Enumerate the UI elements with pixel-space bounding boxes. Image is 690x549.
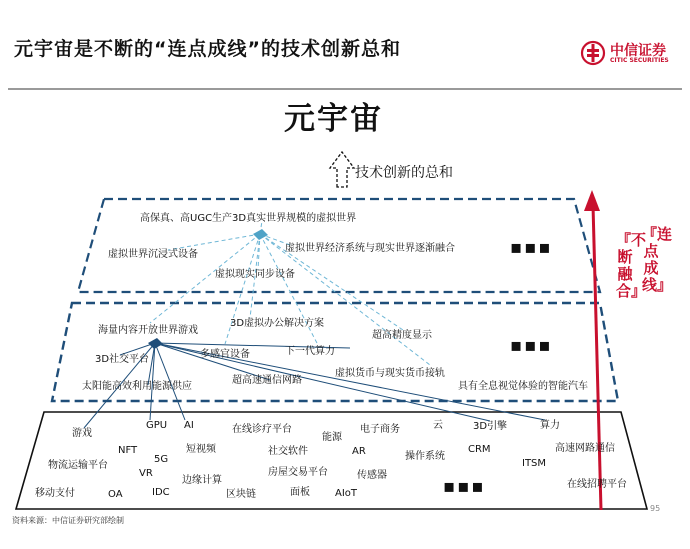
bottom-ellipsis: ▪▪▪	[443, 476, 486, 497]
bottom-item: 区块链	[226, 489, 256, 500]
citic-logo	[580, 40, 680, 68]
bottom-item: VR	[139, 468, 153, 479]
middle-item: 多感官设备	[200, 349, 250, 360]
top-item: 虚拟世界沉浸式设备	[108, 249, 198, 260]
bottom-item: 操作系统	[405, 451, 445, 462]
bottom-item: CRM	[468, 444, 491, 455]
bottom-item: 云	[433, 420, 443, 431]
bottom-item: 社交软件	[268, 446, 308, 457]
bottom-item: 5G	[154, 454, 169, 465]
source-note: 资料来源：中信证券研究部绘制	[12, 516, 124, 525]
bottom-item: 短视频	[186, 444, 216, 455]
bottom-item: ITSM	[522, 458, 547, 469]
top-item: 虚拟世界经济系统与现实世界逐渐融合	[285, 243, 455, 254]
bottom-item: AI	[184, 420, 194, 431]
bottom-item: 高速网路通信	[555, 443, 615, 454]
middle-item: 超高精度显示	[372, 330, 432, 341]
middle-item: 具有全息视觉体验的智能汽车	[458, 381, 588, 392]
page-number: 95	[650, 504, 661, 513]
bottom-item: AR	[352, 446, 366, 457]
side-arrow-icon	[584, 190, 601, 510]
bottom-item: 面板	[290, 487, 310, 498]
middle-item: 3D虚拟办公解决方案	[230, 318, 325, 329]
logo-name: 中信证券	[610, 43, 666, 59]
bottom-item: 3D引擎	[473, 421, 508, 432]
bottom-item: 边缘计算	[182, 475, 222, 486]
logo-english: CITIC SECURITIES	[610, 57, 669, 64]
side-text-right: 『连点成线』	[642, 225, 673, 294]
top-item: 虚拟现实同步设备	[215, 269, 295, 280]
side-text-left: 『不断融合』	[616, 231, 647, 300]
bottom-item: AIoT	[335, 488, 358, 499]
middle-item: 虚拟货币与现实货币接轨	[335, 368, 445, 379]
main-title: 元宇宙	[284, 101, 383, 137]
bottom-item: 在线招聘平台	[567, 479, 627, 490]
middle-item: 超高速通信网路	[232, 375, 302, 386]
bottom-item: GPU	[146, 420, 168, 431]
middle-ellipsis: ▪▪▪	[510, 335, 553, 356]
top-ellipsis: ▪▪▪	[510, 237, 553, 258]
bottom-item: NFT	[118, 445, 138, 456]
bottom-item: 在线诊疗平台	[232, 424, 292, 435]
bottom-item: 游戏	[72, 428, 92, 439]
citic-logo-icon	[580, 40, 606, 66]
bottom-item: 能源	[322, 432, 342, 443]
bottom-item: IDC	[152, 487, 170, 498]
bottom-item: 物流运输平台	[48, 460, 108, 471]
middle-item: 太阳能高效利用能源供应	[82, 381, 192, 392]
middle-node	[148, 338, 163, 349]
slide-title: 元宇宙是不断的“连点成线”的技术创新总和	[14, 38, 401, 60]
sum-label: 技术创新的总和	[355, 165, 453, 181]
bottom-item: 房屋交易平台	[268, 467, 328, 478]
title-rule	[8, 88, 682, 90]
top-item: 高保真、高UGC生产3D真实世界规模的虚拟世界	[140, 213, 357, 224]
sum-arrow-icon	[330, 152, 354, 187]
bottom-item: 传感器	[357, 470, 387, 481]
bottom-item: OA	[108, 489, 123, 500]
middle-item: 海量内容开放世界游戏	[98, 325, 198, 336]
middle-item: 3D社交平台	[95, 354, 150, 365]
bottom-item: 移动支付	[35, 488, 75, 499]
bottom-item: 算力	[540, 420, 560, 431]
middle-item: 下一代算力	[285, 346, 335, 357]
side-text	[612, 226, 672, 322]
bottom-item: 电子商务	[360, 424, 400, 435]
